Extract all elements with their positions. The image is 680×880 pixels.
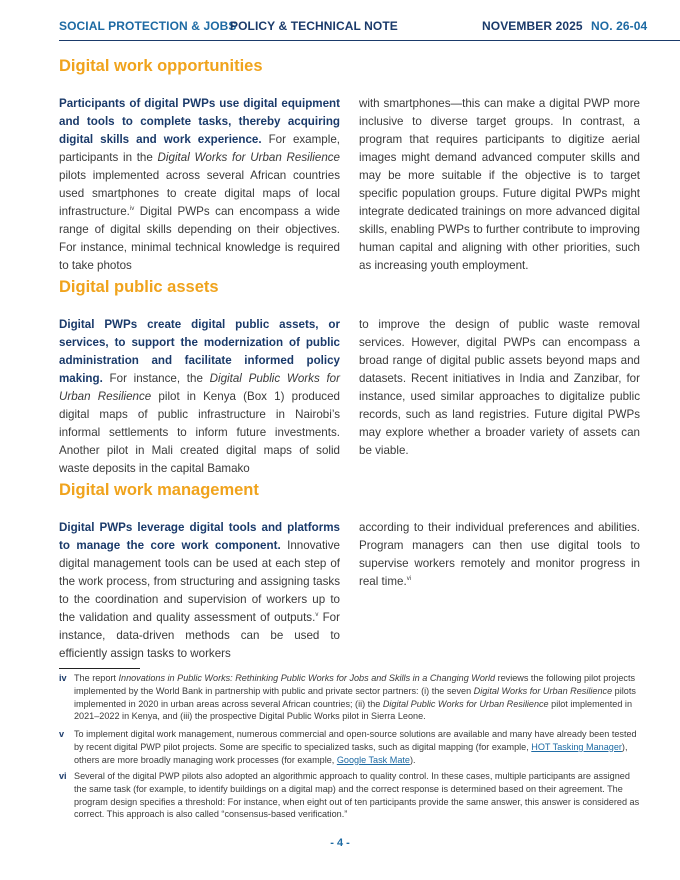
footnote-iv xyxy=(59,672,641,723)
footnote-text: reviews the following pilot projects implemented by the World Bank in partnership with public and private sector partners: (i) the seven xyxy=(74,673,636,696)
footnote-text: ), others are more broadly managing work processes (for example, xyxy=(74,741,628,765)
program-name: Digital Public Works for Urban Resilience xyxy=(59,372,340,403)
body-text: with smartphones—this can make a digital PWP more inclusive to diverse target groups. In contrast, a program that requires participants to digitize aerial images might demand advanced computer skills and may be more suitable if the objective is to target specific population groups. Future digital PWPs might integrate dedicated trainings on more advanced digital skills, enabling PWPs to further contribute to improving human capital and aligning with other priorities, such as increasing youth employment. xyxy=(359,97,640,272)
page-number: - 4 - xyxy=(330,837,350,849)
footnote-text: pilots implemented in 2020 in urban areas across several African countries; (ii) the xyxy=(74,685,636,709)
page-header xyxy=(59,14,680,41)
footnote-text: ). xyxy=(409,754,416,765)
footnote-mark: vi xyxy=(59,771,67,781)
body-text: to improve the design of public waste removal services. However, digital PWPs can encompass a broad range of digital public assets beyond maps and datasets. Recent initiatives in India and Zanzibar, for instance, used similar approaches to digitalize public records, such as land registries. Future digital PWPs may explore whether a broader variety of assets can be viable. xyxy=(359,318,640,457)
lead-sentence: Digital PWPs create digital public assets, or services, to support the modernization of public administration and facilitate informed policy making. xyxy=(59,318,340,385)
section-1-left-column xyxy=(59,95,340,275)
body-text: For example, participants in the xyxy=(59,133,340,164)
program-name: Digital Works for Urban Resilience xyxy=(157,151,341,164)
header-section: SOCIAL PROTECTION & JOBS xyxy=(59,19,237,33)
section-1-right-column xyxy=(359,95,640,275)
footnote-ref[interactable]: v xyxy=(315,612,319,619)
body-text: Digital PWPs can encompass a wide range of digital skills depending on their objectives. For instance, minimal technical knowledge is required to take photos xyxy=(59,205,340,272)
body-text: pilots implemented across several African countries used smartphones to create digital maps of local infrastructure. xyxy=(59,169,340,218)
report-title: Innovations in Public Works: Rethinking Public Works for Jobs and Skills in a Changing World xyxy=(118,673,496,683)
section-title-digital-work-management: Digital work management xyxy=(59,481,259,499)
footnote-mark: iv xyxy=(59,673,67,683)
section-3-right-column xyxy=(359,519,640,591)
section-title-digital-work-opportunities: Digital work opportunities xyxy=(59,57,263,75)
program-name: Digital Public Works for Urban Resilience xyxy=(382,698,549,709)
body-text: according to their individual preferences and abilities. Program managers can then use digital tools to supervise workers remotely and monitor progress in real time. xyxy=(359,521,640,588)
section-3-left-column xyxy=(59,519,340,663)
header-number: NO. 26-04 xyxy=(591,19,648,33)
footnote-divider xyxy=(59,668,140,669)
footnote-ref[interactable]: iv xyxy=(129,206,135,213)
footnote-text: pilot implemented in 2021–2022 in Kenya, and (iii) the prospective Digital Public Works pilot in Sierra Leone. xyxy=(74,698,633,722)
footnote-text: The report xyxy=(74,673,119,683)
body-text: For instance, the xyxy=(102,372,210,385)
footnote-vi xyxy=(59,770,641,821)
header-date: NOVEMBER 2025 xyxy=(482,19,583,33)
footnote-text: To implement digital work management, numerous commercial and open-source solutions are available and many have already been tested by recent digital PWP pilot projects. Some are specific to specialized tasks, such as digital mapping (for example, xyxy=(74,729,637,752)
hot-tasking-manager-link[interactable]: HOT Tasking Manager xyxy=(531,741,622,752)
footnote-text: Several of the digital PWP pilots also adopted an algorithmic approach to quality control. In these cases, multiple participants are assigned the same task (for example, to identify buildings on a digital map) and the correct response is determined based on their agreement. The program design specifies a threshold: For instance, when eight out of ten participants provide the same answer, this answer is considered as correct. This approach is also called “consensus-based verification.” xyxy=(74,771,640,820)
lead-sentence: Digital PWPs leverage digital tools and platforms to manage the core work component. xyxy=(59,521,340,552)
program-name: Digital Works for Urban Resilience xyxy=(473,685,613,696)
google-task-mate-link[interactable]: Google Task Mate xyxy=(336,754,410,765)
lead-sentence: Participants of digital PWPs use digital equipment and tools to complete tasks, thereby acquiring digital skills and work experience. xyxy=(59,97,340,146)
footnote-ref[interactable]: vi xyxy=(406,576,412,583)
section-2-left-column xyxy=(59,316,340,478)
footnote-v xyxy=(59,728,641,766)
section-2-right-column xyxy=(359,316,640,460)
header-doc-type: POLICY & TECHNICAL NOTE xyxy=(230,19,398,33)
footnote-mark: v xyxy=(59,729,65,739)
body-text: Innovative digital management tools can be used at each step of the work process, from structuring and assigning tasks to the coordination and supervision of workers up to the validation and quality assessment of outputs. xyxy=(59,539,340,624)
body-text: pilot in Kenya (Box 1) produced digital maps of public infrastructure in Nairobi’s informal settlements to inform future investments. Another pilot in Mali created digital maps of solid waste deposits in the capital Bamako xyxy=(59,390,340,475)
section-title-digital-public-assets: Digital public assets xyxy=(59,278,219,296)
body-text: For instance, data-driven methods can be used to efficiently assign tasks to workers xyxy=(59,611,340,660)
